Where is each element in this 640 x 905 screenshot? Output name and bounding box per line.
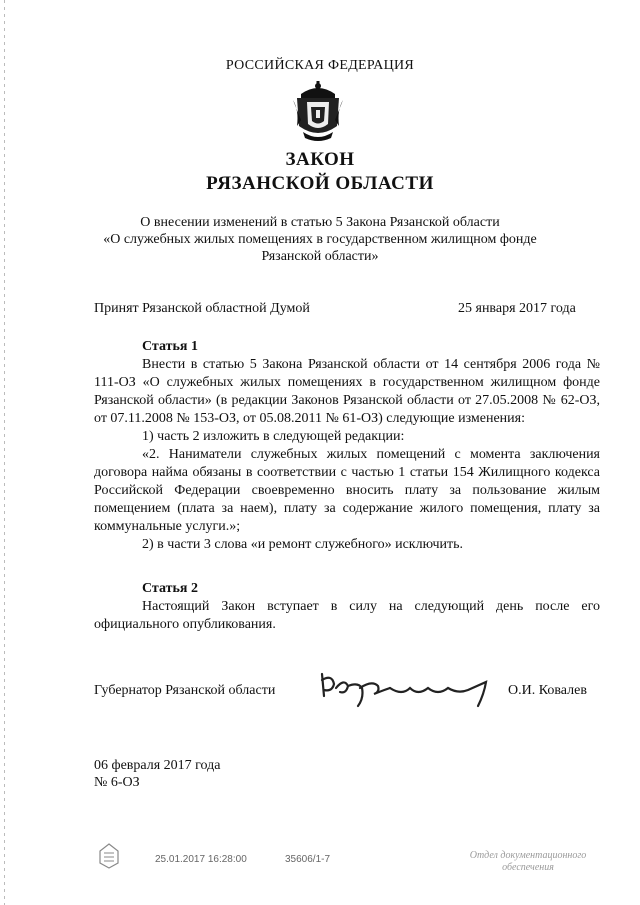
adopted-by: Принят Рязанской областной Думой xyxy=(94,301,310,316)
law-subject xyxy=(90,214,550,265)
article-1-quote: «2. Наниматели служебных жилых помещений с момента заключения договора найма обязаны в соответствии с частью 1 статьи 154 Жилищного кодекса Российской Федерации своевременно вносить плату за пользование жилым помещением (плата за наем), плату за содержание жилого помещения, плату за коммунальные услуги.»; xyxy=(94,447,600,534)
registry-stamp-icon xyxy=(98,843,120,869)
subject-line2: «О служебных жилых помещениях в государственном жилищном фонде xyxy=(103,232,537,247)
registration-code: 35606/1-7 xyxy=(285,854,331,865)
article-2-text: Настоящий Закон вступает в силу на следующий день после его официального опубликования. xyxy=(94,599,600,632)
subject-line3: Рязанской области» xyxy=(261,249,379,264)
law-title-line1: ЗАКОН xyxy=(285,149,355,170)
stamp-line2: обеспечения xyxy=(502,862,554,873)
article-1-item1: 1) часть 2 изложить в следующей редакции: xyxy=(142,429,405,444)
adoption-date: 25 января 2017 года xyxy=(458,301,576,316)
subject-line1: О внесении изменений в статью 5 Закона Рязанской области xyxy=(140,215,500,230)
article-1-heading: Статья 1 xyxy=(142,339,198,354)
signature xyxy=(318,666,498,710)
stamp-line1: Отдел документационного xyxy=(469,850,587,861)
article-2-heading: Статья 2 xyxy=(142,581,198,596)
article-1-item2: 2) в части 3 слова «и ремонт служебного» исключить. xyxy=(142,537,464,552)
article-2 xyxy=(94,580,600,634)
signing-date: 06 февраля 2017 года xyxy=(94,758,221,773)
law-title xyxy=(0,148,640,196)
governor-title: Губернатор Рязанской области xyxy=(94,683,276,698)
scan-edge xyxy=(4,0,5,905)
country-header: РОССИЙСКАЯ ФЕДЕРАЦИЯ xyxy=(225,58,415,73)
registration-timestamp: 25.01.2017 16:28:00 xyxy=(155,854,247,865)
law-number: № 6-ОЗ xyxy=(94,775,140,790)
article-1 xyxy=(94,338,600,554)
law-title-line2: РЯЗАНСКОЙ ОБЛАСТИ xyxy=(206,173,434,194)
governor-name: О.И. Ковалев xyxy=(508,683,587,698)
department-stamp xyxy=(448,850,608,874)
article-1-intro: Внести в статью 5 Закона Рязанской области от 14 сентября 2006 года № 111-ОЗ «О служебных жилых помещениях в государственном жилищном фонде Рязанской области» (в редакции Законов Рязанской области от 27.05.2008 № 62-ОЗ, от 07.11.2008 № 153-ОЗ, от 05.08.2011 № 61-ОЗ) следующие изменения: xyxy=(94,357,600,426)
coat-of-arms-icon xyxy=(293,80,343,144)
signing-block xyxy=(94,757,221,791)
